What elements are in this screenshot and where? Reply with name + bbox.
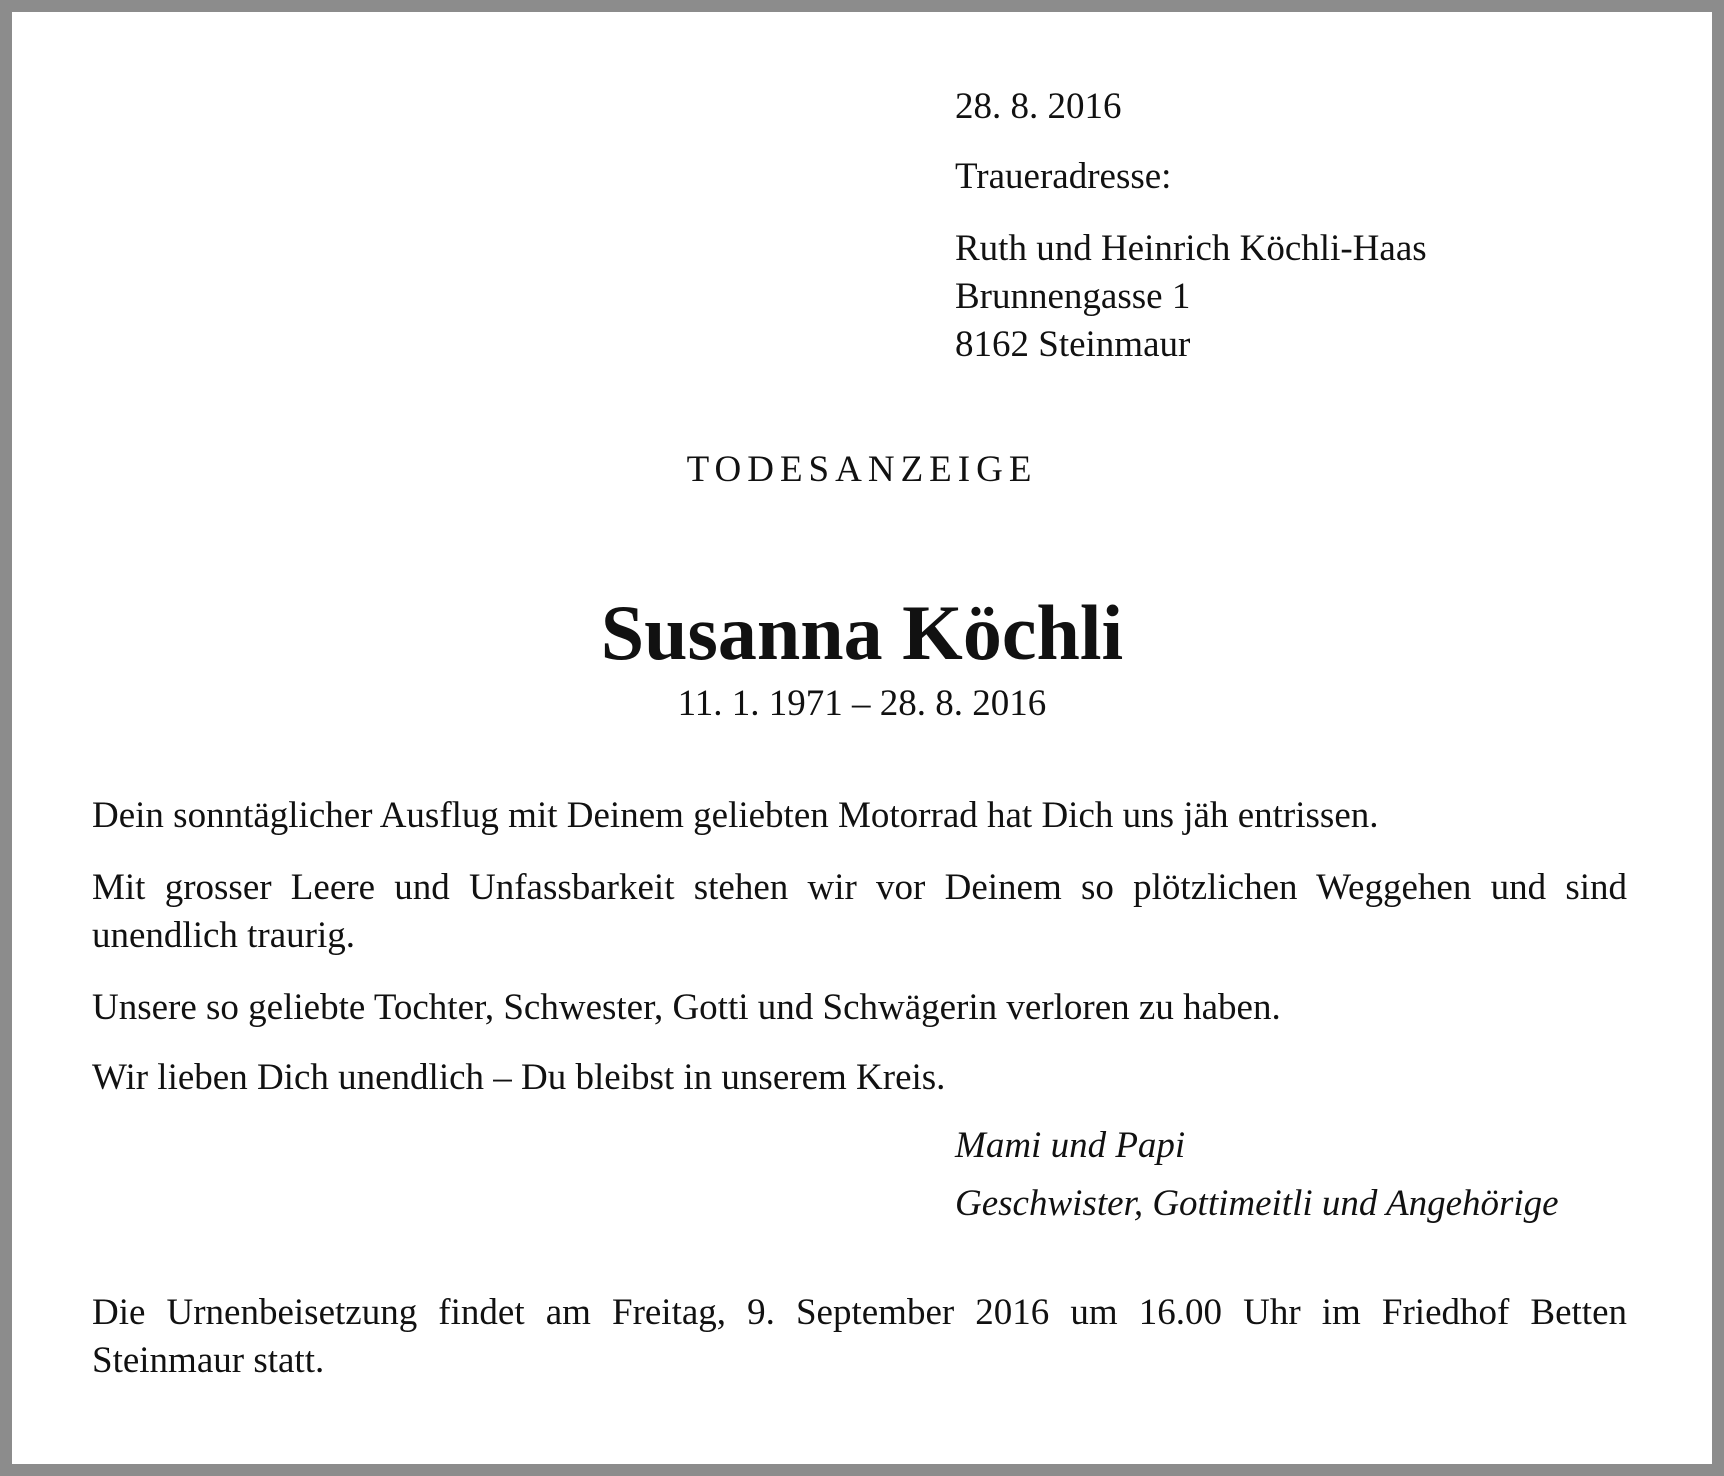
- address-line-name: Ruth und Heinrich Köchli-Haas: [955, 228, 1427, 269]
- address-line-city: 8162 Steinmaur: [955, 324, 1191, 365]
- signature-parents: Mami und Papi: [955, 1125, 1186, 1166]
- address-line-street: Brunnengasse 1: [955, 276, 1191, 317]
- notice-date: 28. 8. 2016: [955, 86, 1122, 127]
- lifespan-dates: 11. 1. 1971 – 28. 8. 2016: [677, 683, 1047, 724]
- death-notice-page: [12, 12, 1712, 1464]
- paragraph-2: Mit grosser Leere und Unfassbarkeit stehen wir vor Deinem so plötzlichen Weggehen und sind unendlich traurig.: [92, 867, 1627, 956]
- notice-heading: TODESANZEIGE: [686, 449, 1038, 490]
- address-label: Traueradresse:: [955, 156, 1172, 197]
- paragraph-1: Dein sonntäglicher Ausflug mit Deinem geliebten Motorrad hat Dich uns jäh entrissen.: [92, 795, 1379, 836]
- burial-info: Die Urnenbeisetzung findet am Freitag, 9. September 2016 um 16.00 Uhr im Friedhof Betten Steinmaur statt.: [92, 1292, 1627, 1381]
- signature-family: Geschwister, Gottimeitli und Angehörige: [955, 1183, 1559, 1224]
- deceased-name: Susanna Köchli: [600, 589, 1124, 676]
- mourning-address: [955, 225, 1427, 369]
- paragraph-4: Wir lieben Dich unendlich – Du bleibst in unserem Kreis.: [92, 1057, 946, 1098]
- paragraph-3: Unsere so geliebte Tochter, Schwester, Gotti und Schwägerin verloren zu haben.: [92, 987, 1281, 1028]
